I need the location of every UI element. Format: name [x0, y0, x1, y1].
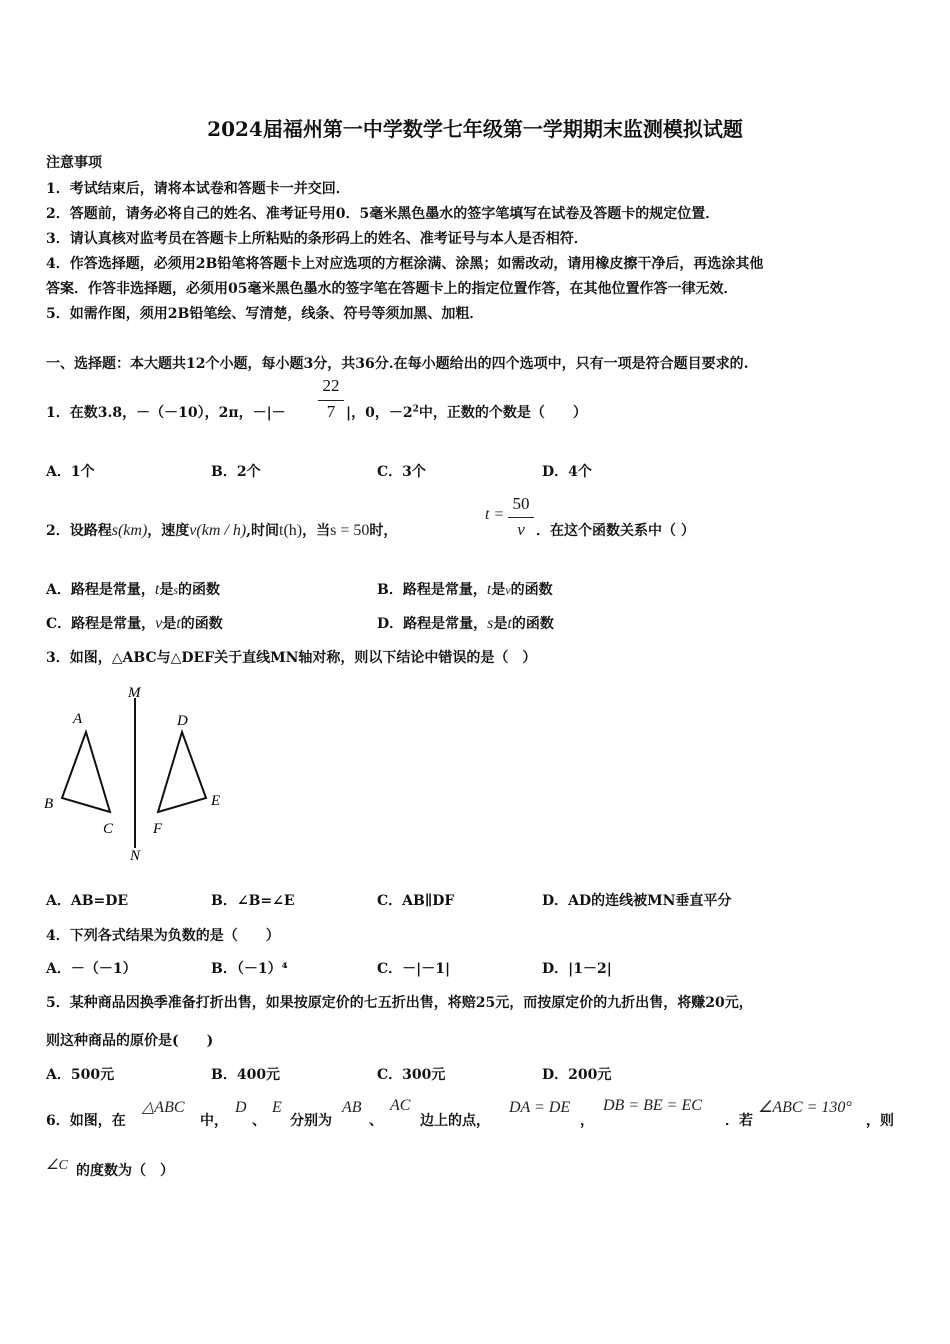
q6-fenbie: 分别为 [290, 1113, 332, 1129]
q1-option-d: D．4个 [542, 464, 592, 480]
label-f: F [153, 821, 163, 837]
q1-option-a: A．1个 [46, 464, 95, 480]
label-e: E [211, 793, 221, 809]
page-title: 2024届福州第一中学数学七年级第一学期期末监测模拟试题 [207, 117, 743, 141]
q4-option-a: A．－（－1） [46, 961, 137, 977]
label-d: D [177, 713, 188, 729]
q2-frac-den: v [517, 520, 525, 539]
q2-option-b: B．路程是常量，t是v的函数 [377, 581, 553, 598]
q4-option-c: C．－|－1| [377, 961, 451, 977]
q3-option-a: A．AB=DE [46, 893, 129, 909]
label-c: C [103, 821, 114, 837]
notice-item: 4．作答选择题，必须用2B铅笔将答题卡上对应选项的方框涂满、涂黑；如需改动，请用橡皮擦干净后，再选涂其他 [46, 256, 764, 272]
q5-option-c: C．300元 [377, 1067, 446, 1083]
q6-zhong: 中， [200, 1113, 228, 1129]
notice-item: 答案．作答非选择题，必须用05毫米黑色墨水的签字笔在答题卡上的指定位置作答，在其他位置作答一律无效． [46, 281, 738, 297]
q3-figure [40, 680, 240, 870]
q2-option-c: C．路程是常量，v是t的函数 [46, 615, 223, 632]
notice-item: 5．如需作图，须用2B铅笔绘、写清楚，线条、符号等须加黑、加粗． [46, 306, 484, 322]
q6-ac: AC [390, 1097, 411, 1114]
q6-ze: ，则 [866, 1113, 894, 1129]
q6-eq1: DA = DE [509, 1099, 571, 1116]
q6-lead: 6．如图，在 [46, 1113, 126, 1129]
q6-point-e: E [272, 1099, 282, 1116]
q5-option-b: B．400元 [211, 1067, 281, 1083]
q4-option-b: B．（－1）⁴ [211, 961, 288, 977]
q1-frac-num: 22 [322, 376, 340, 395]
q6-comma: ， [580, 1113, 594, 1129]
q6-dun: 、 [252, 1113, 266, 1129]
notice-item: 2．答题前，请务必将自己的姓名、准考证号用0．5毫米黑色墨水的签字笔填写在试卷及答题卡的规定位置． [46, 206, 720, 222]
q2-option-d: D．路程是常量，s是t的函数 [377, 615, 554, 632]
q4-text: 4．下列各式结果为负数的是（ ） [46, 928, 280, 944]
q1-text-b: |，0，$-2^2$中，正数的个数是（ ） [346, 404, 587, 421]
q6-angle-c: ∠C [46, 1158, 68, 1173]
label-n: N [130, 848, 141, 864]
q3-option-b: B．∠B=∠E [211, 893, 295, 909]
q4-option-d: D．|1－2| [542, 961, 612, 977]
q6-dun2: 、 [369, 1113, 383, 1129]
q2-tail: ．在这个函数关系中（ ） [536, 523, 695, 539]
section-heading: 一、选择题：本大题共12个小题，每小题3分，共36分.在每小题给出的四个选项中，只有一项是符合题目要求的. [46, 356, 749, 372]
q6-triangle: △ABC [142, 1099, 185, 1116]
q1-option-c: C．3个 [377, 464, 426, 480]
q6-angle: ∠ABC = 130° [758, 1099, 852, 1116]
q6-ab: AB [342, 1099, 362, 1116]
q5-option-d: D．200元 [542, 1067, 612, 1083]
label-a: A [73, 711, 83, 727]
q2-frac-line [508, 517, 534, 518]
q1-option-b: B．2个 [211, 464, 261, 480]
q2-frac-num: 50 [512, 494, 530, 513]
q1-frac-den: 7 [326, 402, 336, 421]
q2-option-a: A．路程是常量，t是s的函数 [46, 581, 220, 598]
q2-t-eq: t = [485, 506, 505, 523]
q3-option-d: D．AD的连线被MN垂直平分 [542, 893, 732, 909]
triangle-def [158, 732, 206, 812]
q6-ruo: ．若 [725, 1113, 753, 1129]
q3-option-c: C．AB∥DF [377, 893, 455, 909]
label-b: B [44, 796, 54, 812]
notice-heading: 注意事项 [46, 155, 102, 171]
q5-line1: 5．某种商品因换季准备打折出售，如果按原定价的七五折出售，将赔25元，而按原定价的九折出售，将赚20元， [46, 995, 753, 1011]
q6-point-d: D [235, 1099, 247, 1116]
q2-text: 2．设路程s(km)，速度v(km / h),时间t(h)，当s = 50时， [46, 522, 398, 539]
label-m: M [128, 685, 141, 701]
notice-item: 1．考试结束后，请将本试卷和答题卡一并交回． [46, 181, 350, 197]
q1-frac-line [318, 400, 344, 401]
q5-line2: 则这种商品的原价是( ) [46, 1033, 214, 1049]
q6-tail: 的度数为（ ） [76, 1163, 174, 1179]
q5-option-a: A．500元 [46, 1067, 115, 1083]
q6-eq2: DB = BE = EC [603, 1097, 702, 1114]
q6-bian: 边上的点， [420, 1113, 490, 1129]
notice-item: 3．请认真核对监考员在答题卡上所粘贴的条形码上的姓名、准考证号与本人是否相符． [46, 231, 588, 247]
q1-text-a: 1．在数3.8，－（－10），2π，－|－ [46, 405, 286, 421]
q3-text: 3．如图，△ABC与△DEF关于直线MN轴对称，则以下结论中错误的是（ ） [46, 650, 537, 666]
triangle-abc [62, 732, 110, 812]
